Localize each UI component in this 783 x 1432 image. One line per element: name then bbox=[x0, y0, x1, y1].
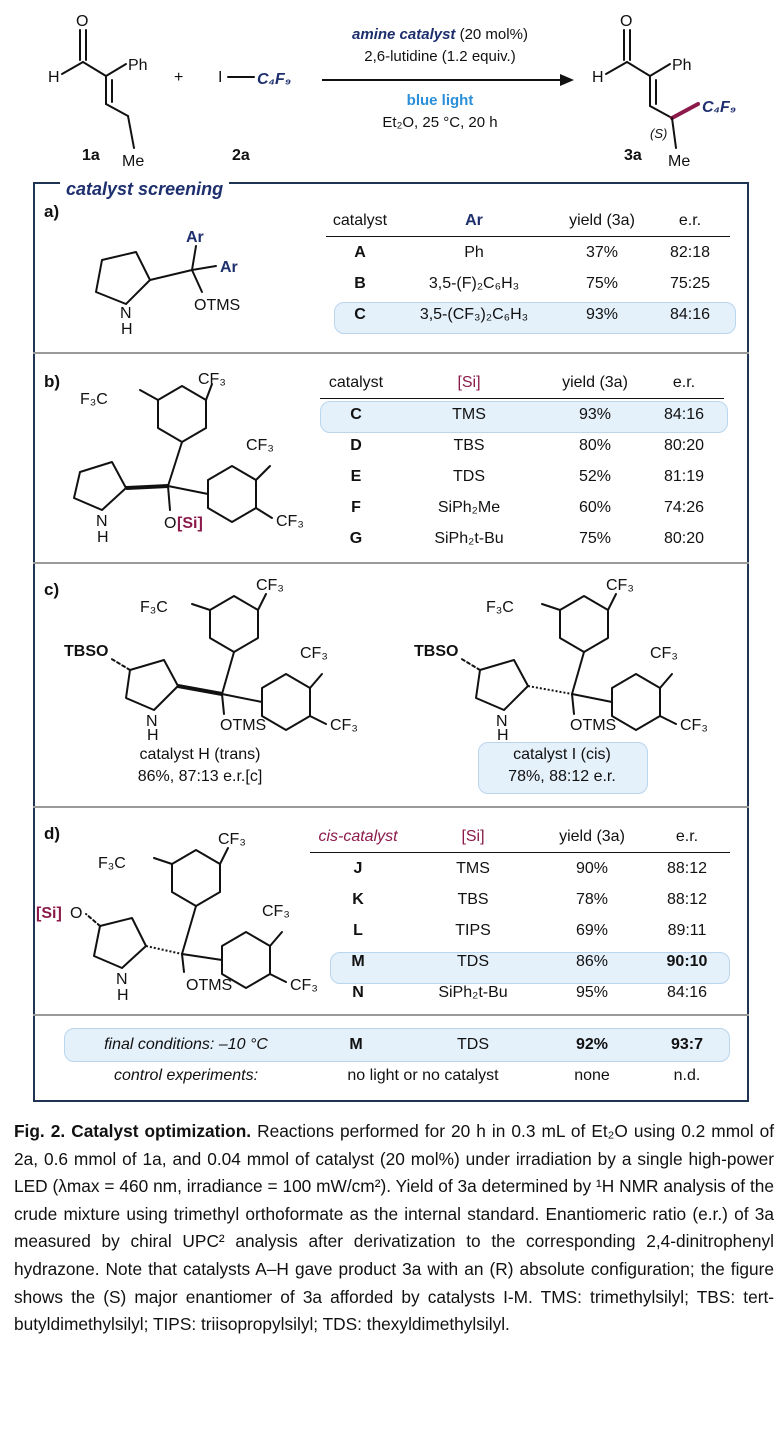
panel-a-structure bbox=[40, 222, 300, 342]
atom-h: H bbox=[121, 321, 133, 338]
cell-er: n.d. bbox=[673, 1066, 701, 1084]
cell-variable: TMS bbox=[456, 859, 490, 877]
compound-label-2a: 2a bbox=[232, 147, 250, 164]
column-header: yield (3a) bbox=[540, 822, 644, 853]
cell-catalyst: M bbox=[349, 1035, 363, 1053]
otms-label: OTMS bbox=[194, 297, 241, 314]
otms-label: OTMS bbox=[220, 717, 267, 734]
reagent-line-3: blue light bbox=[406, 92, 474, 109]
cell-catalyst: K bbox=[352, 890, 364, 908]
cell-yield: 69% bbox=[575, 921, 609, 939]
table-row bbox=[326, 237, 730, 269]
cell-variable: SiPh₂Me bbox=[437, 498, 501, 516]
group-me: Me bbox=[668, 153, 691, 170]
table-row bbox=[310, 977, 730, 1008]
cell-variable: 3,5-(F)₂C₆H₃ bbox=[428, 274, 520, 292]
cell-catalyst: F bbox=[351, 498, 361, 516]
column-header: e.r. bbox=[650, 206, 730, 237]
cell-yield: 93% bbox=[578, 405, 612, 423]
table-row bbox=[310, 915, 730, 946]
cell-er: 84:16 bbox=[669, 305, 711, 323]
cell-variable: TDS bbox=[457, 952, 489, 970]
cell-er: 88:12 bbox=[666, 890, 708, 908]
column-header: [Si] bbox=[406, 822, 540, 853]
cf3-label: CF₃ bbox=[256, 577, 284, 594]
cell-variable: TBS bbox=[457, 890, 489, 908]
table-header-row bbox=[320, 368, 724, 399]
cell-yield: 52% bbox=[578, 467, 612, 485]
cell-catalyst: L bbox=[353, 921, 363, 939]
otms-label: OTMS bbox=[186, 977, 233, 994]
atom-o: O bbox=[620, 13, 633, 30]
group-ph: Ph bbox=[672, 57, 692, 74]
cf3-label: F₃C bbox=[80, 391, 108, 408]
reactant-1a-structure bbox=[48, 13, 148, 170]
cell-er: 89:11 bbox=[667, 921, 707, 939]
cf3-label: F₃C bbox=[140, 599, 168, 616]
panel-d-structure bbox=[36, 826, 336, 1012]
cell-variable: 3,5-(CF₃)₂C₆H₃ bbox=[419, 305, 529, 323]
frame-title: catalyst screening bbox=[60, 178, 229, 200]
cell-yield: 95% bbox=[575, 983, 609, 1001]
column-header: Ar bbox=[394, 206, 554, 237]
cell-catalyst: M bbox=[351, 952, 365, 970]
column-header: yield (3a) bbox=[554, 206, 650, 237]
group-c4f9: C₄F₉ bbox=[257, 71, 292, 88]
panel-c-label: c) bbox=[44, 580, 60, 599]
cell-yield: 90% bbox=[575, 859, 609, 877]
atom-h: H bbox=[117, 987, 129, 1004]
cell-yield: 80% bbox=[578, 436, 612, 454]
cell-variable: SiPh₂t-Bu bbox=[434, 529, 504, 547]
panel-divider bbox=[33, 352, 749, 354]
reagent-line-1: amine catalyst (20 mol%) bbox=[352, 26, 528, 43]
control-condition: no light or no catalyst bbox=[347, 1066, 499, 1084]
cell-er: 84:16 bbox=[666, 983, 708, 1001]
atom-h: H bbox=[147, 727, 159, 742]
cell-yield: none bbox=[574, 1066, 610, 1084]
tbso-label: TBSO bbox=[64, 643, 109, 660]
atom-h: H bbox=[97, 529, 109, 546]
group-me: Me bbox=[122, 153, 145, 170]
cf3-label: CF₃ bbox=[290, 977, 318, 994]
cell-variable: TBS bbox=[453, 436, 485, 454]
table-header-row bbox=[310, 822, 730, 853]
cell-catalyst: A bbox=[354, 243, 366, 261]
atom-n: N bbox=[496, 713, 508, 730]
final-conditions-table bbox=[66, 1029, 730, 1091]
cell-er: 82:18 bbox=[669, 243, 711, 261]
si-label: [Si] bbox=[177, 515, 203, 532]
table-header-row bbox=[326, 206, 730, 237]
cell-catalyst: B bbox=[354, 274, 366, 292]
ar-label: Ar bbox=[220, 259, 238, 276]
cell-variable: TDS bbox=[457, 1035, 489, 1053]
atom-h: H bbox=[48, 69, 60, 86]
cf3-label: CF₃ bbox=[198, 371, 226, 388]
table-row bbox=[310, 884, 730, 915]
cf3-label: CF₃ bbox=[300, 645, 328, 662]
figure-caption bbox=[14, 1118, 774, 1339]
table-row bbox=[320, 492, 724, 523]
atom-n: N bbox=[96, 513, 108, 530]
cell-yield: 75% bbox=[585, 274, 619, 292]
panel-divider bbox=[33, 562, 749, 564]
atom-i: I bbox=[218, 69, 223, 86]
caption-text: Reactions performed for 20 h in 0.3 mL of Et₂O using 0.2 mmol of 2a, 0.6 mmol of 1a, and 0.04 mmol of catalyst (20 mol%) under irradiation by a single high-power LED (λmax = 460 nm, irradiance = 100 mW/cm²). Yield of 3a determined by ¹H NMR analysis of the crude mixture using trimethyl orthoformate as the internal standard. Enantiomeric ratio (e.r.) of 3a measured by chiral UPC² analysis after derivatization to the corresponding 2,4-dinitrophenyl hydrazone. Note that catalysts A–H gave product 3a with an (R) absolute configuration; the figure shows the (S) major enantiomer of 3a afforded by catalysts I-M. TMS: trimethylsilyl; TBS: tert-butyldimethylsilyl; TIPS: triisopropylsilyl; TDS: thexyldimethylsilyl. bbox=[14, 1121, 774, 1335]
final-conditions-label: final conditions: –10 °C bbox=[104, 1035, 268, 1053]
cf3-label: F₃C bbox=[98, 855, 126, 872]
cell-er: 90:10 bbox=[666, 952, 708, 970]
atom-h: H bbox=[592, 69, 604, 86]
plus-sign: + bbox=[174, 69, 184, 86]
cell-yield: 60% bbox=[578, 498, 612, 516]
panel-b-label: b) bbox=[44, 372, 61, 391]
atom-n: N bbox=[146, 713, 158, 730]
cell-catalyst: J bbox=[353, 859, 363, 877]
cf3-label: CF₃ bbox=[606, 577, 634, 594]
atom-o: O bbox=[70, 905, 83, 922]
cell-catalyst: N bbox=[352, 983, 364, 1001]
reagent-line-2: 2,6-lutidine (1.2 equiv.) bbox=[364, 48, 516, 65]
table-row bbox=[320, 523, 724, 554]
catalyst-h-result: 86%, 87:13 e.r.[c] bbox=[137, 768, 263, 785]
si-label: [Si] bbox=[36, 905, 62, 922]
atom-n: N bbox=[116, 971, 128, 988]
column-header: [Si] bbox=[392, 368, 546, 399]
cf3-label: CF₃ bbox=[262, 903, 290, 920]
catalyst-i-structure bbox=[410, 574, 740, 742]
group-c4f9: C₄F₉ bbox=[702, 99, 737, 116]
cell-er: 93:7 bbox=[670, 1035, 704, 1053]
table-row bbox=[326, 299, 730, 330]
arrow-head bbox=[560, 74, 574, 86]
cell-er: 81:19 bbox=[663, 467, 705, 485]
atom-n: N bbox=[120, 305, 132, 322]
atom-h: H bbox=[497, 727, 509, 742]
cell-er: 80:20 bbox=[663, 436, 705, 454]
column-header: yield (3a) bbox=[546, 368, 644, 399]
reactant-2a-structure bbox=[218, 69, 291, 164]
column-header: catalyst bbox=[320, 368, 392, 399]
group-ph: Ph bbox=[128, 57, 148, 74]
panel-b-table bbox=[320, 368, 724, 554]
catalyst-h-label: catalyst H (trans) bbox=[139, 746, 261, 763]
table-row bbox=[320, 430, 724, 461]
cell-variable: SiPh₂t-Bu bbox=[438, 983, 508, 1001]
cell-variable: Ph bbox=[464, 243, 484, 261]
panel-d-table bbox=[310, 822, 730, 1008]
cf3-label: CF₃ bbox=[276, 513, 304, 530]
cell-yield: 92% bbox=[575, 1035, 609, 1053]
panel-b-structure bbox=[40, 370, 320, 550]
caption-title: Fig. 2. Catalyst optimization. bbox=[14, 1121, 252, 1141]
column-header: e.r. bbox=[644, 368, 724, 399]
cell-er: 80:20 bbox=[663, 529, 705, 547]
final-conditions-row bbox=[66, 1029, 730, 1060]
table-row bbox=[310, 946, 730, 977]
cell-catalyst: C bbox=[350, 405, 362, 423]
control-label: control experiments: bbox=[113, 1066, 259, 1084]
column-header: catalyst bbox=[326, 206, 394, 237]
catalyst-i-result: 78%, 88:12 e.r. bbox=[508, 768, 616, 785]
cell-er: 74:26 bbox=[663, 498, 705, 516]
cell-catalyst: E bbox=[350, 467, 362, 485]
atom-o: O bbox=[164, 515, 177, 532]
cell-catalyst: D bbox=[350, 436, 362, 454]
stereo-label: (S) bbox=[650, 126, 668, 141]
cell-variable: TIPS bbox=[455, 921, 491, 939]
cf3-label: CF₃ bbox=[650, 645, 678, 662]
product-3a-structure bbox=[592, 13, 736, 170]
cf3-label: CF₃ bbox=[680, 717, 708, 734]
table-row bbox=[320, 461, 724, 492]
cf3-label: F₃C bbox=[486, 599, 514, 616]
table-row bbox=[310, 853, 730, 885]
atom-o: O bbox=[76, 13, 89, 30]
table-row bbox=[320, 399, 724, 431]
panel-d-label: d) bbox=[44, 824, 61, 843]
cell-yield: 37% bbox=[585, 243, 619, 261]
catalyst-i-label: catalyst I (cis) bbox=[513, 746, 611, 763]
panel-divider bbox=[33, 1014, 749, 1016]
cf3-label: CF₃ bbox=[330, 717, 358, 734]
cell-variable: TMS bbox=[452, 405, 486, 423]
panel-divider bbox=[33, 806, 749, 808]
otms-label: OTMS bbox=[570, 717, 617, 734]
table-row bbox=[326, 268, 730, 299]
catalyst-h-structure bbox=[60, 574, 380, 742]
compound-label-1a: 1a bbox=[82, 147, 100, 164]
control-row bbox=[66, 1060, 730, 1091]
panel-a-label: a) bbox=[44, 202, 60, 221]
column-header: e.r. bbox=[644, 822, 730, 853]
column-header: cis-catalyst bbox=[310, 822, 406, 853]
panel-a-table bbox=[326, 206, 730, 330]
cell-er: 84:16 bbox=[663, 405, 705, 423]
cell-yield: 75% bbox=[578, 529, 612, 547]
cell-yield: 93% bbox=[585, 305, 619, 323]
cell-er: 75:25 bbox=[669, 274, 711, 292]
cell-yield: 78% bbox=[575, 890, 609, 908]
compound-label-3a: 3a bbox=[624, 147, 642, 164]
cell-variable: TDS bbox=[453, 467, 485, 485]
cf3-label: CF₃ bbox=[246, 437, 274, 454]
tbso-label: TBSO bbox=[414, 643, 459, 660]
cell-catalyst: C bbox=[354, 305, 366, 323]
ar-label: Ar bbox=[186, 229, 204, 246]
reagent-line-4: Et₂O, 25 °C, 20 h bbox=[382, 114, 498, 131]
cf3-label: CF₃ bbox=[218, 831, 246, 848]
cell-er: 88:12 bbox=[666, 859, 708, 877]
cell-yield: 86% bbox=[575, 952, 609, 970]
cell-catalyst: G bbox=[349, 529, 363, 547]
